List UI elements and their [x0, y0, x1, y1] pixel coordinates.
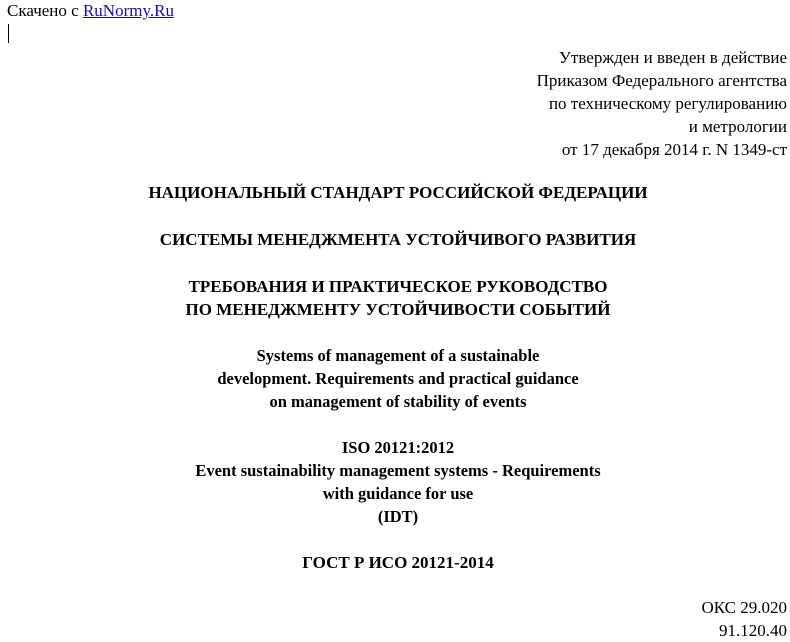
- oks-code: 91.120.40: [719, 621, 787, 640]
- english-title-line: on management of stability of events: [269, 392, 527, 411]
- text-cursor: [8, 24, 9, 43]
- english-title-line: development. Requirements and practical guidance: [217, 369, 579, 388]
- iso-title-line: Event sustainability management systems - Requirements: [195, 461, 601, 480]
- subtitle-line: ТРЕБОВАНИЯ И ПРАКТИЧЕСКОЕ РУКОВОДСТВО: [188, 277, 608, 296]
- english-title-block: [0, 344, 790, 413]
- download-prefix: Скачено с: [7, 1, 79, 20]
- oks-code: ОКС 29.020: [701, 598, 787, 617]
- approval-line: Утвержден и введен в действие: [558, 48, 787, 67]
- iso-block: [0, 436, 790, 528]
- approval-line: и метрологии: [688, 117, 787, 136]
- approval-line: по техническому регулированию: [548, 94, 787, 113]
- subtitle-block: [0, 275, 790, 321]
- subtitle-line: ПО МЕНЕДЖМЕНТУ УСТОЙЧИВОСТИ СОБЫТИЙ: [185, 300, 611, 319]
- iso-title-line: with guidance for use: [322, 484, 474, 503]
- iso-number: ISO 20121:2012: [341, 438, 455, 457]
- approval-block: [537, 46, 787, 161]
- gost-number: ГОСТ Р ИСО 20121-2014: [302, 553, 494, 572]
- approval-line: от 17 декабря 2014 г. N 1349-ст: [561, 140, 787, 159]
- national-standard-heading: НАЦИОНАЛЬНЫЙ СТАНДАРТ РОССИЙСКОЙ ФЕДЕРАЦИИ: [148, 183, 648, 202]
- iso-identity: (IDT): [377, 507, 419, 526]
- english-title-line: Systems of management of a sustainable: [256, 346, 540, 365]
- runormy-link[interactable]: RuNormy.Ru: [82, 1, 174, 20]
- system-heading: СИСТЕМЫ МЕНЕДЖМЕНТА УСТОЙЧИВОГО РАЗВИТИЯ: [159, 230, 637, 249]
- oks-block: [701, 596, 787, 642]
- download-source-line: [7, 1, 174, 21]
- approval-line: Приказом Федерального агентства: [536, 71, 787, 90]
